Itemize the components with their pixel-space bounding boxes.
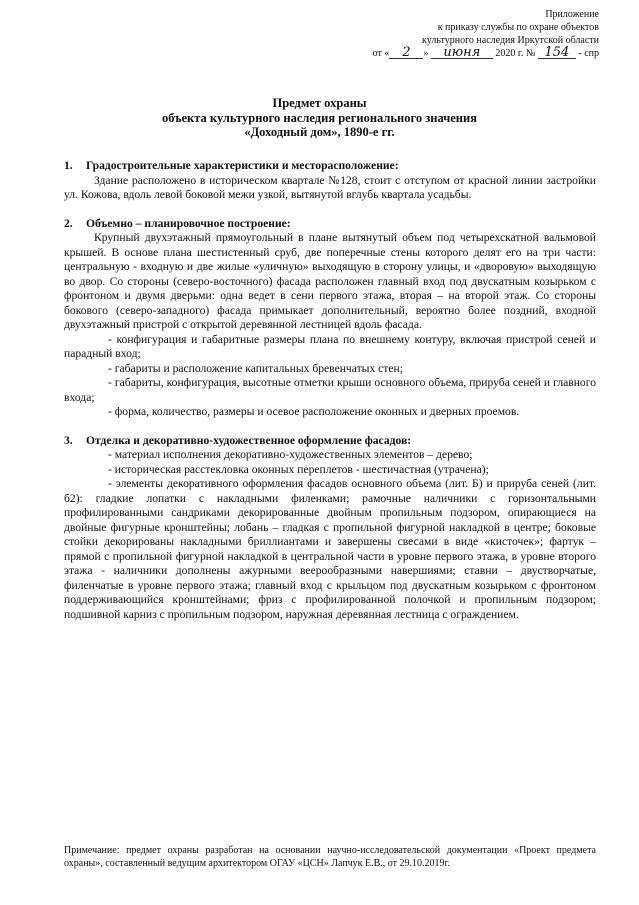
date-year: 2020 г. № [495,48,536,59]
title-line-1: Предмет охраны [272,96,367,110]
section-title: Объемно – планировочное построение: [86,216,291,230]
appendix-header [299,8,599,60]
handwritten-order-number: 154 [538,47,576,59]
document-body [64,159,596,622]
date-quote-close: » [423,48,429,59]
list-item: - материал исполнения декоративно-художественных элементов – дерево; [108,448,473,461]
section-1-heading [64,159,596,174]
handwritten-day: 2 [389,47,423,59]
document-title [0,96,639,140]
appendix-label: Приложение [545,9,599,20]
footnote: Примечание: предмет охраны разработан на основании научно-исследовательской документации «Проект предмета охраны», составленный ведущим архитектором ОГАУ «ЦСН» Лапчук Е.В., от 29.10.2019г. [64,845,596,869]
list-item: - габариты, конфигурация, высотные отметки крыши основного объема, прируба сеней и главного входа; [64,376,596,404]
list-item: - элементы декоративного оформления фасадов основного объема (лит. Б) и прируба сеней (лит. б2): гладкие лопатки с накладными филенками; рамочные наличники с горизонтальными профилированными сандриками декорированные двойным пропильным подзором, опирающиеся на двойные фигурные кронштейны; лобань – гладкая с пропильной фигурной накладкой в центре; боковые стойки декорированы накладными бриллиантами и завершены свесами в виде «кисточек»; фартук – прямой с пропильной фигурной накладкой в центральной части в уровне первого этажа, в уровне второго этажа - наличники дополнены ажурными веерообразными навершиями; ставни – двустворчатые, филенчатые в уровне первого этажа; главный вход с крыльцом под двускатным козырьком с фронтоном поддерживающийся кронштейнами; фриз с профилированной полочкой и пропильным подзором; подшивной карниз с пропильным подзором, наружная деревянная лестница с ограждением. [64,477,596,621]
list-item: - историческая расстекловка оконных переплетов - шестичастная (утрачена); [108,462,489,476]
paragraph: Здание расположено в историческом квартале №128, стоит с отступом от красной линии застройки ул. Кожова, вдоль левой боковой межи узкой, вытянутой вглубь квартала усадьбы. [64,173,596,201]
section-2-heading [64,217,596,232]
paragraph: Крупный двухэтажный прямоугольный в плане вытянутый объем под четырехскатной вальмовой крышей. В основе плана шестистенный сруб, две поперечные стены которого делят его на три части: центральную - входную и две жилые «уличную» выходящую в сторону улицы, и «дворовую» выходящую во двор. Со стороны (северо-восточного) фасада расположен главный вход под двускатным козырьком с фронтоном и двумя дверьми: одна ведет в сени первого этажа, вторая – на второй этаж. Со стороны бокового (северо-западного) фасада примыкает дополнительный, вероятно более поздний, входной двухэтажный пристрой с открытой деревянной лестницей вдоль фасада. [64,231,596,331]
section-number: 3. [64,433,73,447]
section-title: Отделка и декоративно-художественное оформление фасадов: [86,433,412,447]
list-item: - форма, количество, размеры и осевое расположение оконных и дверных проемов. [108,405,520,418]
section-number: 1. [64,159,73,172]
section-number: 2. [64,216,73,230]
date-prefix: от « [372,48,390,59]
order-suffix: - спр [578,48,599,59]
appendix-order-line: к приказу службы по охране объектов [437,22,599,33]
appendix-date-line [299,47,599,60]
list-item: - конфигурация и габаритные размеры плана по внешнему контуру, включая пристрой сеней и парадный вход; [64,332,596,360]
section-3-heading [64,434,596,449]
handwritten-month: июня [431,47,493,59]
list-item: - габариты и расположение капитальных бревенчатых стен; [108,361,403,375]
section-title: Градостроительные характеристики и месторасположение: [86,159,399,172]
title-line-3: «Доходный дом», 1890-е гг. [244,125,395,139]
appendix-authority-line: культурного наследия Иркутской области [422,35,599,46]
title-line-2: объекта культурного наследия регионального значения [162,110,477,125]
